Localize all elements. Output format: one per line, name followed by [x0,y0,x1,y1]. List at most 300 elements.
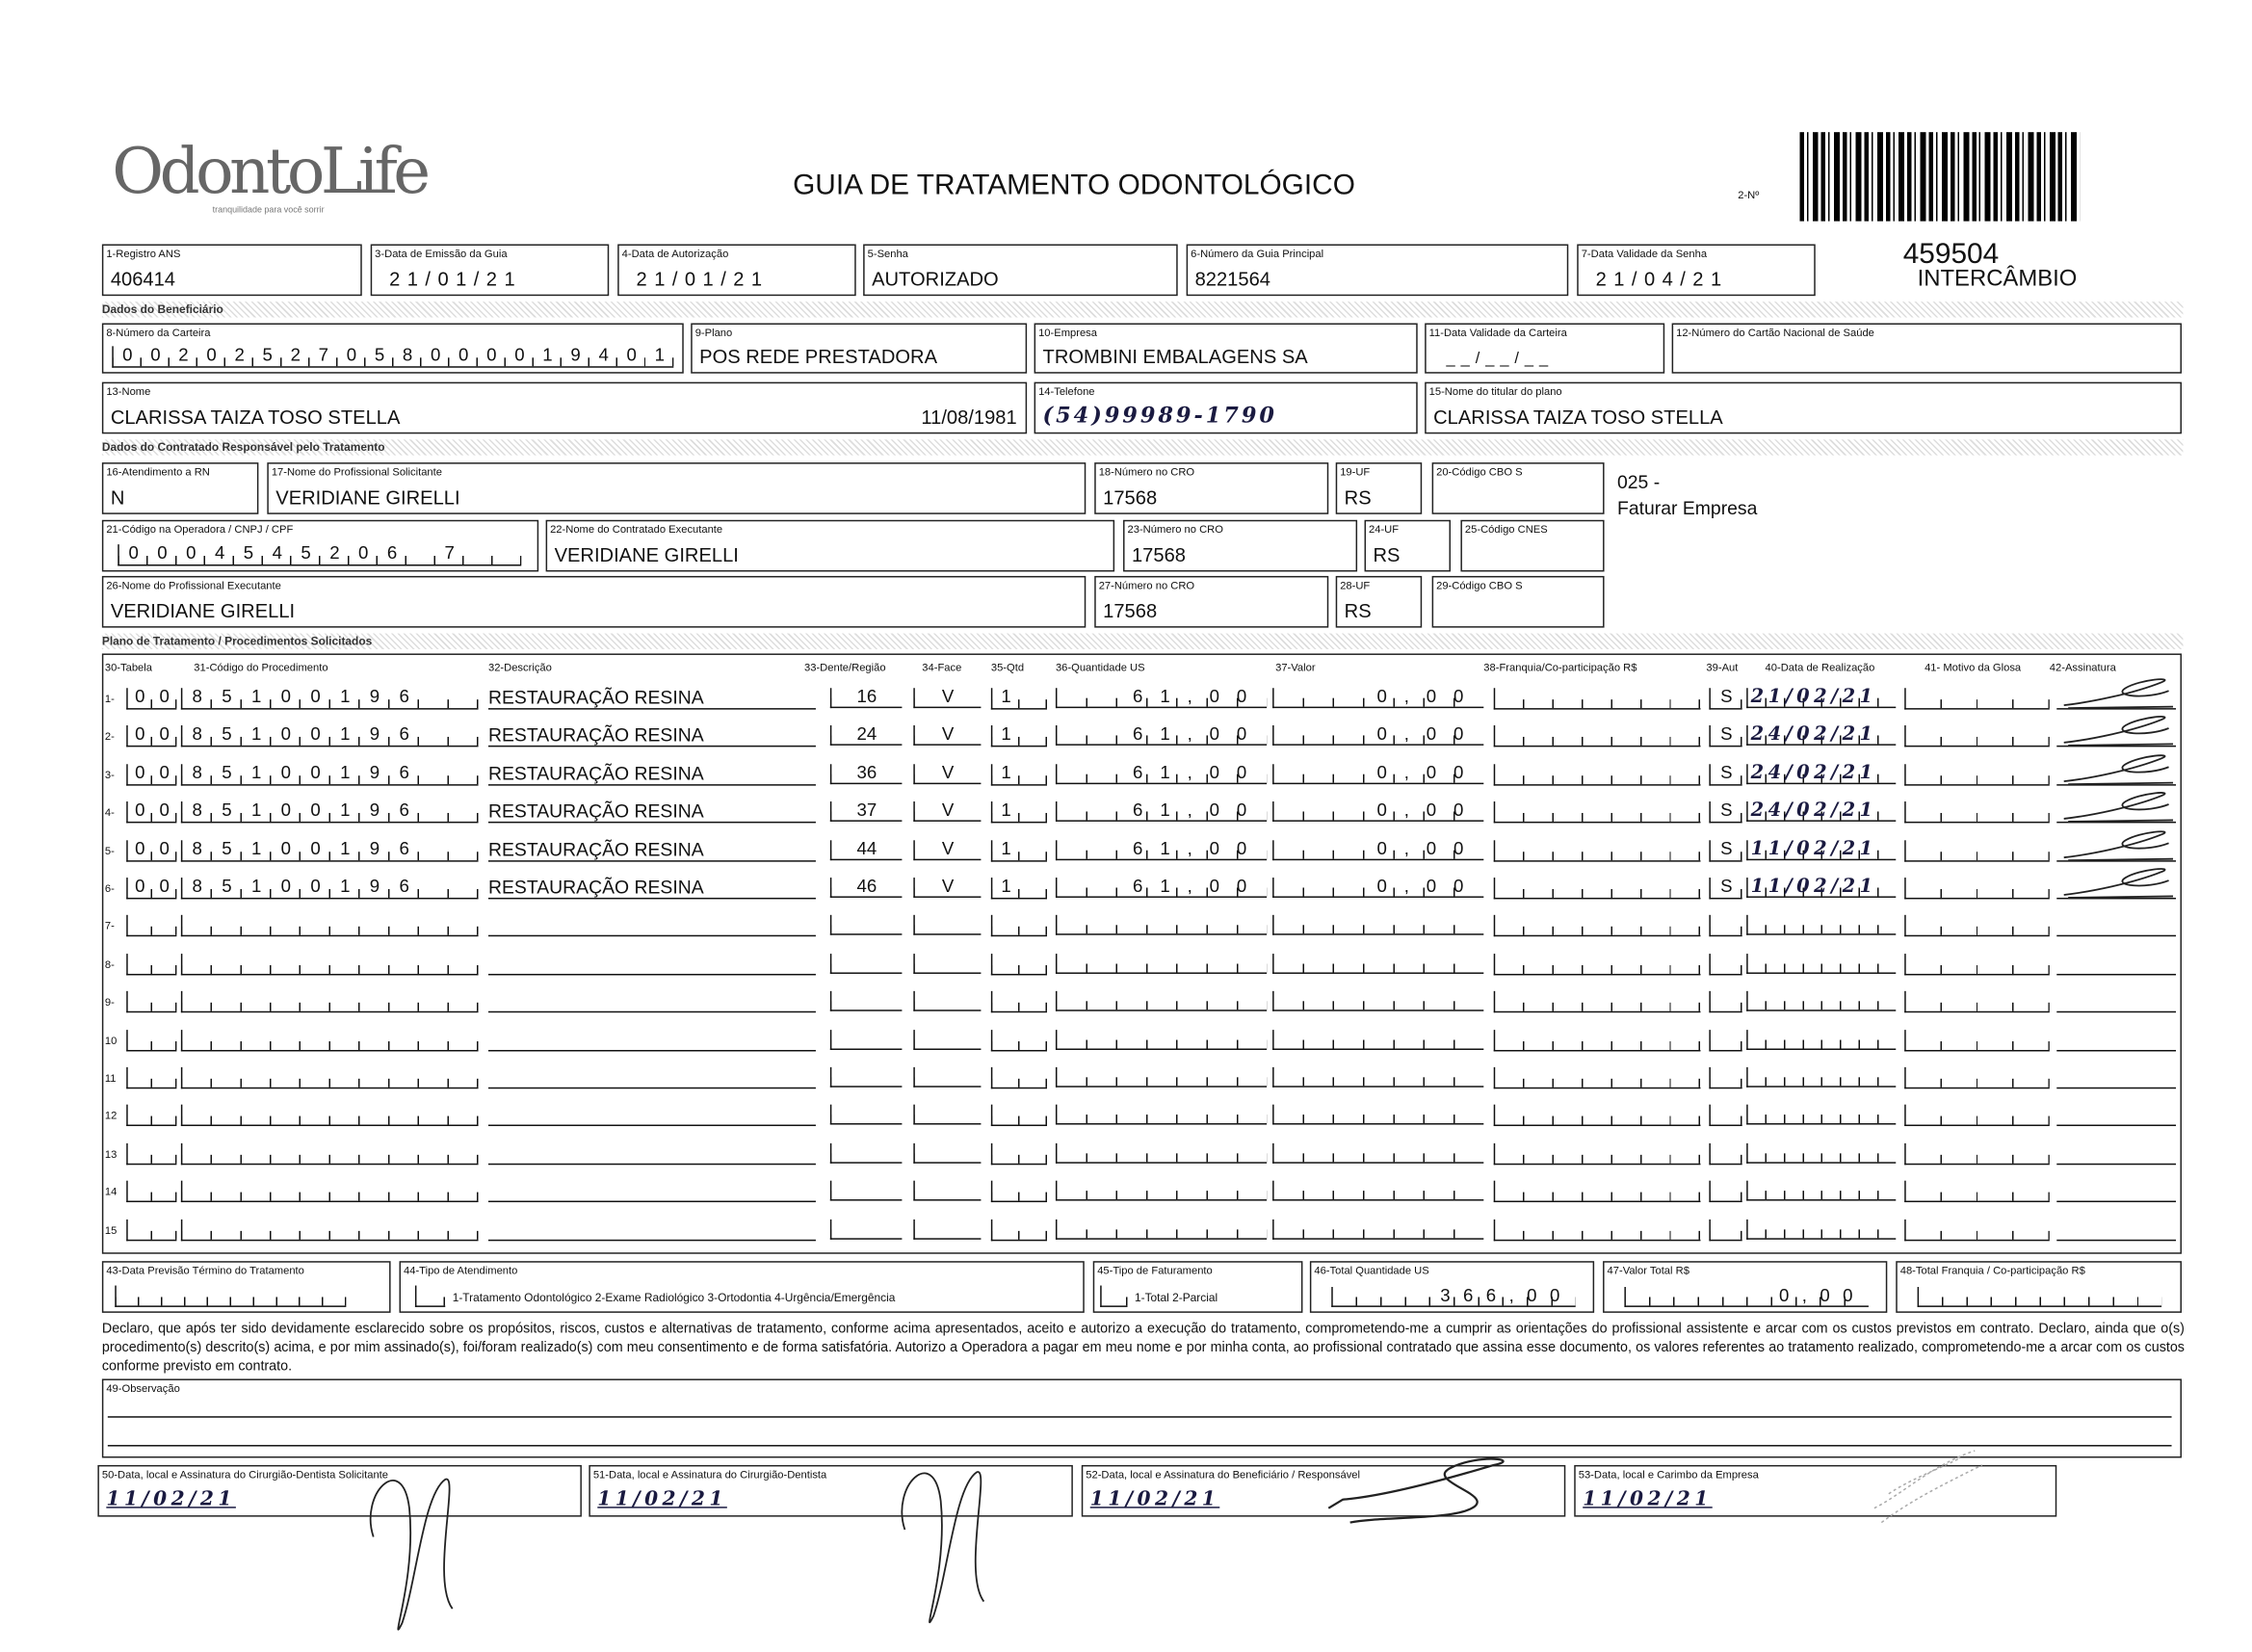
field-assinatura-beneficiario[interactable] [1082,1465,1566,1517]
cell-aut[interactable] [1709,1030,1741,1051]
cell-aut[interactable] [1709,991,1741,1012]
cell-assinatura[interactable] [2056,878,2176,899]
cell-motivo-glosa[interactable] [1904,1181,2050,1202]
field-registro-ans[interactable] [102,244,362,296]
cell-franquia[interactable] [1494,801,1701,823]
guide-type: INTERCÂMBIO [1917,267,2078,292]
cell-face[interactable]: V [913,840,981,860]
field-label: 50-Data, local e Assinatura do Cirurgião-Dentista Solicitante [101,1467,389,1482]
cell-tabela[interactable] [126,1105,176,1126]
cell-char: 0 [280,686,292,707]
cell-tabela[interactable] [126,1219,176,1240]
cell-quantidade-us[interactable] [1056,991,1267,1011]
cell-face[interactable] [913,1067,981,1088]
cell-char: 1 [1001,800,1011,821]
cell-aut[interactable] [1709,878,1741,899]
cell-valor[interactable] [1272,991,1483,1011]
cell-qtd[interactable] [991,764,1047,785]
cell-assinatura[interactable] [2056,840,2176,861]
field-label: 45-Tipo de Faturamento [1097,1264,1213,1277]
cell-quantidade-us[interactable] [1056,1067,1267,1088]
cell-face[interactable] [913,1143,981,1164]
cell-aut[interactable] [1709,954,1741,975]
cell-descricao[interactable] [488,1219,816,1240]
field-cartao-nacional-saude[interactable] [1672,323,2182,373]
cell-qtd[interactable] [991,991,1047,1012]
cell-char: 0 [159,724,170,745]
cell-codigo-procedimento[interactable] [181,1219,479,1240]
cell-char: 0 [159,800,170,821]
row-number: 13 [104,1147,118,1161]
cell-franquia[interactable] [1494,878,1701,899]
cell-dente-regiao[interactable] [830,1219,903,1239]
field-validade-senha[interactable] [1577,244,1816,296]
cell-assinatura[interactable] [2056,1143,2176,1165]
cell-franquia[interactable] [1494,726,1701,747]
cell-data-realizacao[interactable]: 24/02/21 [1746,801,1896,822]
cell-valor[interactable] [1272,1067,1483,1088]
cell-quantidade-us[interactable] [1056,915,1267,935]
row-number: 4- [104,805,115,820]
field-cro-27[interactable] [1094,576,1328,628]
cell-quantidade-us[interactable]: 61,00 [1056,840,1267,860]
cell-char: 1 [250,762,262,783]
cell-face[interactable] [913,954,981,974]
field-assinatura-solicitante[interactable] [97,1465,582,1517]
cell-quantidade-us[interactable] [1056,1219,1267,1239]
cell-data-realizacao[interactable] [1746,1067,1896,1088]
cell-quantidade-us[interactable]: 61,00 [1056,764,1267,784]
cell-codigo-procedimento[interactable] [181,801,479,823]
cell-data-realizacao[interactable] [1746,1219,1896,1239]
field-label: 13-Nome [106,384,151,399]
cell-motivo-glosa[interactable] [1904,688,2050,709]
field-label: 49-Observação [106,1381,180,1395]
cell-franquia[interactable] [1494,840,1701,861]
field-titular-plano[interactable] [1425,382,2182,434]
cell-face[interactable] [913,991,981,1011]
cell-char: 5 [301,542,311,564]
column-header: 39-Aut [1706,660,1739,674]
cell-face[interactable]: V [913,764,981,784]
cell-franquia[interactable] [1494,915,1701,936]
field-label: 8-Número da Carteira [106,326,211,339]
cell-tabela[interactable] [126,1181,176,1202]
cell-motivo-glosa[interactable] [1904,954,2050,975]
cell-motivo-glosa[interactable] [1904,878,2050,899]
cell-descricao[interactable] [488,954,816,975]
cell-char: 0 [135,838,145,859]
field-senha[interactable] [863,244,1178,296]
cell-qtd[interactable] [991,1219,1047,1240]
side-note-billing: Faturar Empresa [1616,496,1758,519]
cell-motivo-glosa[interactable] [1904,1105,2050,1126]
cell-tabela[interactable] [126,1030,176,1051]
field-guia-principal[interactable] [1187,244,1569,296]
field-cbo-29[interactable] [1432,576,1605,628]
cell-descricao[interactable] [488,991,816,1012]
cell-descricao[interactable]: RESTAURAÇÃO RESINA [488,764,816,785]
cell-face[interactable]: V [913,878,981,898]
field-uf-28[interactable] [1336,576,1422,628]
cell-descricao[interactable]: RESTAURAÇÃO RESINA [488,801,816,823]
cell-quantidade-us[interactable] [1056,1030,1267,1050]
side-note-code: 025 - [1616,471,1661,493]
cell-face[interactable]: V [913,688,981,708]
cell-data-realizacao[interactable]: 11/02/21 [1746,878,1896,898]
field-profissional-solicitante[interactable] [267,462,1086,514]
cell-valor[interactable] [1272,1105,1483,1125]
cell-descricao[interactable]: RESTAURAÇÃO RESINA [488,726,816,747]
cell-dente-regiao[interactable]: 16 [830,688,903,708]
cell-descricao[interactable] [488,1105,816,1126]
cell-franquia[interactable] [1494,1030,1701,1051]
cell-dente-regiao[interactable] [830,1067,903,1088]
cell-qtd[interactable] [991,878,1047,899]
field-label: 18-Número no CRO [1098,465,1195,479]
cell-assinatura[interactable] [2056,801,2176,823]
cell-qtd[interactable] [991,840,1047,861]
cell-char: 2 [234,344,245,365]
cell-motivo-glosa[interactable] [1904,1143,2050,1165]
cell-dente-regiao[interactable]: 46 [830,878,903,898]
cell-aut[interactable] [1709,1181,1741,1202]
cell-face[interactable] [913,915,981,935]
cell-aut[interactable] [1709,1067,1741,1088]
cell-assinatura[interactable] [2056,915,2176,936]
cell-char: 0 [310,800,321,821]
cell-franquia[interactable] [1494,1219,1701,1240]
cell-char: 0 [514,344,525,365]
cell-data-realizacao[interactable]: 11/02/21 [1746,840,1896,860]
cell-qtd[interactable] [991,1030,1047,1051]
column-header: 38-Franquia/Co-participação R$ [1483,660,1637,674]
column-header: 31-Código do Procedimento [194,660,328,674]
cell-descricao[interactable] [488,1067,816,1088]
cell-char: 0 [280,762,292,783]
cell-codigo-procedimento[interactable] [181,840,479,861]
cell-char: 6 [399,762,409,783]
cell-data-realizacao[interactable] [1746,1143,1896,1164]
cell-char: 1 [340,800,351,821]
cell-motivo-glosa[interactable] [1904,1067,2050,1088]
cell-qtd[interactable] [991,1105,1047,1126]
cell-dente-regiao[interactable]: 37 [830,801,903,822]
field-value: RS [1344,486,1372,509]
cell-valor[interactable]: 0,00 [1272,688,1483,708]
field-label: 21-Código na Operadora / CNPJ / CPF [106,522,294,537]
cell-char: 0 [310,876,321,897]
field-label: 47-Valor Total R$ [1607,1264,1689,1277]
cell-char: 9 [369,800,380,821]
cell-valor[interactable] [1272,1181,1483,1201]
cell-dente-regiao[interactable] [830,1181,903,1201]
cell-codigo-procedimento[interactable] [181,991,479,1012]
cell-qtd[interactable] [991,726,1047,747]
cell-face[interactable]: V [913,801,981,822]
cell-dente-regiao[interactable] [830,954,903,974]
field-previsao-termino[interactable] [102,1261,391,1313]
cell-codigo-procedimento[interactable] [181,764,479,785]
field-data-autorizacao[interactable] [617,244,856,296]
cell-data-realizacao[interactable] [1746,915,1896,935]
cell-char: 0 [159,838,170,859]
cell-assinatura[interactable] [2056,1030,2176,1051]
cell-descricao[interactable] [488,1143,816,1165]
cell-char: 0 [135,762,145,783]
cell-motivo-glosa[interactable] [1904,840,2050,861]
cell-tabela[interactable] [126,801,176,823]
cell-codigo-procedimento[interactable] [181,878,479,899]
field-codigo-operadora[interactable] [102,520,538,572]
cell-char: 0 [430,344,441,365]
cell-dente-regiao[interactable] [830,1030,903,1050]
cell-char: 0 [280,800,292,821]
field-numero-carteira[interactable] [102,323,684,373]
cell-quantidade-us[interactable]: 61,00 [1056,688,1267,708]
cell-codigo-procedimento[interactable] [181,954,479,975]
cell-valor[interactable]: 0,00 [1272,764,1483,784]
field-total-quantidade-us[interactable] [1310,1261,1594,1313]
date-cells [115,1286,346,1307]
cell-dente-regiao[interactable] [830,991,903,1011]
cell-descricao[interactable]: RESTAURAÇÃO RESINA [488,878,816,899]
cell-valor[interactable]: 0,00 [1272,840,1483,860]
cell-quantidade-us[interactable] [1056,1105,1267,1125]
field-cro-23[interactable] [1123,520,1357,572]
field-uf-24[interactable] [1365,520,1451,572]
cell-char: 4 [272,542,282,564]
cell-descricao[interactable] [488,915,816,936]
field-value: 21/01/21 [389,268,523,291]
cell-valor[interactable] [1272,1219,1483,1239]
cell-data-realizacao[interactable] [1746,1181,1896,1201]
field-label: 53-Data, local e Carimbo da Empresa [1578,1467,1759,1482]
field-assinatura-dentista[interactable] [589,1465,1073,1517]
cell-tabela[interactable] [126,726,176,747]
cell-qtd[interactable] [991,954,1047,975]
cell-char: 8 [402,344,413,365]
cell-char: S [1720,762,1733,783]
cell-descricao[interactable] [488,1030,816,1051]
cell-face[interactable]: V [913,726,981,747]
cell-char: S [1720,800,1733,821]
cell-assinatura[interactable] [2056,1181,2176,1202]
cell-tabela[interactable] [126,878,176,899]
cell-valor[interactable]: 0,00 [1272,726,1483,747]
cell-motivo-glosa[interactable] [1904,801,2050,823]
cell-aut[interactable] [1709,801,1741,823]
field-value: CLARISSA TAIZA TOSO STELLA [110,406,401,429]
cell-motivo-glosa[interactable] [1904,915,2050,936]
cell-char: 1 [340,876,351,897]
cell-tabela[interactable] [126,840,176,861]
cell-franquia[interactable] [1494,991,1701,1012]
cell-char: 0 [626,344,637,365]
field-plano[interactable] [691,323,1027,373]
cell-qtd[interactable] [991,1067,1047,1088]
field-observacao[interactable] [102,1378,2182,1457]
cell-assinatura[interactable] [2056,991,2176,1012]
cell-codigo-procedimento[interactable] [181,1030,479,1051]
cell-aut[interactable] [1709,1219,1741,1240]
cell-char: 2 [329,542,340,564]
field-uf-19[interactable] [1336,462,1422,514]
cell-motivo-glosa[interactable] [1904,726,2050,747]
cell-franquia[interactable] [1494,954,1701,975]
field-cbo-20[interactable] [1432,462,1605,514]
odontolife-logo [112,135,427,216]
cell-motivo-glosa[interactable] [1904,1219,2050,1240]
field-label: 9-Plano [694,326,733,339]
cell-quantidade-us[interactable]: 61,00 [1056,878,1267,898]
cell-codigo-procedimento[interactable] [181,1067,479,1088]
cell-tabela[interactable] [126,764,176,785]
cell-assinatura[interactable] [2056,1105,2176,1126]
cell-aut[interactable] [1709,1143,1741,1165]
cell-data-realizacao[interactable] [1746,1105,1896,1125]
cell-assinatura[interactable] [2056,1219,2176,1240]
cell-qtd[interactable] [991,688,1047,709]
cell-aut[interactable] [1709,764,1741,785]
cell-motivo-glosa[interactable] [1904,1030,2050,1051]
field-empresa[interactable] [1034,323,1418,373]
cell-quantidade-us[interactable] [1056,1143,1267,1164]
cell-descricao[interactable]: RESTAURAÇÃO RESINA [488,840,816,861]
field-options: 1-Tratamento Odontológico 2-Exame Radiológico 3-Ortodontia 4-Urgência/Emergência [452,1291,896,1304]
cell-dente-regiao[interactable] [830,1143,903,1164]
cell-char: 5 [262,344,273,365]
cell-quantidade-us[interactable]: 61,00 [1056,801,1267,822]
cell-valor[interactable]: 0,00 [1272,878,1483,898]
cell-valor[interactable] [1272,915,1483,935]
field-label: 26-Nome do Profissional Executante [106,578,281,592]
cell-char: 2 [178,344,189,365]
cell-valor[interactable]: 0,00 [1272,801,1483,822]
cell-data-realizacao[interactable]: 21/02/21 [1746,688,1896,708]
cell-codigo-procedimento[interactable] [181,688,479,709]
cell-tabela[interactable] [126,1143,176,1165]
cell-dente-regiao[interactable] [830,915,903,935]
cell-assinatura[interactable] [2056,1067,2176,1088]
cell-codigo-procedimento[interactable] [181,1105,479,1126]
cell-char: 6 [386,542,398,564]
cell-franquia[interactable] [1494,764,1701,785]
cell-motivo-glosa[interactable] [1904,991,2050,1012]
cell-assinatura[interactable] [2056,764,2176,785]
cell-aut[interactable] [1709,1105,1741,1126]
cell-char: 6 [399,838,409,859]
cell-aut[interactable] [1709,688,1741,709]
cell-quantidade-us[interactable] [1056,954,1267,974]
cell-franquia[interactable] [1494,1181,1701,1202]
field-value: 17568 [1103,486,1158,509]
cell-tabela[interactable] [126,688,176,709]
field-atendimento-rn[interactable] [102,462,259,514]
cell-dente-regiao[interactable]: 24 [830,726,903,747]
cell-franquia[interactable] [1494,1067,1701,1088]
cell-assinatura[interactable] [2056,726,2176,747]
cell-tabela[interactable] [126,991,176,1012]
cell-dente-regiao[interactable]: 36 [830,764,903,784]
cell-char: 9 [369,876,380,897]
cell-qtd[interactable] [991,1143,1047,1165]
cell-tabela[interactable] [126,915,176,936]
cell-qtd[interactable] [991,1181,1047,1202]
cell-aut[interactable] [1709,840,1741,861]
cell-aut[interactable] [1709,915,1741,936]
field-data-emissao[interactable] [371,244,610,296]
field-carimbo-empresa[interactable] [1574,1465,2056,1517]
field-cnes-25[interactable] [1460,520,1604,572]
cell-data-realizacao[interactable] [1746,954,1896,974]
cell-franquia[interactable] [1494,1105,1701,1126]
cell-data-realizacao[interactable] [1746,991,1896,1011]
cell-data-realizacao[interactable]: 24/02/21 [1746,764,1896,784]
cell-franquia[interactable] [1494,1143,1701,1165]
cell-aut[interactable] [1709,726,1741,747]
cell-face[interactable] [913,1219,981,1239]
cell-face[interactable] [913,1105,981,1125]
cell-dente-regiao[interactable] [830,1105,903,1125]
cell-franquia[interactable] [1494,688,1701,709]
field-telefone[interactable] [1034,382,1418,434]
cell-data-realizacao[interactable]: 24/02/21 [1746,726,1896,747]
cell-valor[interactable] [1272,1030,1483,1050]
field-label: 15-Nome do titular do plano [1428,384,1562,399]
cell-descricao[interactable] [488,1181,816,1202]
cell-qtd[interactable] [991,801,1047,823]
cell-descricao[interactable]: RESTAURAÇÃO RESINA [488,688,816,709]
cell-valor[interactable] [1272,954,1483,974]
cell-qtd[interactable] [991,915,1047,936]
field-tipo-faturamento[interactable] [1093,1261,1303,1313]
field-validade-carteira[interactable] [1425,323,1664,373]
cell-assinatura[interactable] [2056,688,2176,709]
cell-tabela[interactable] [126,1067,176,1088]
cell-quantidade-us[interactable] [1056,1181,1267,1201]
field-contratado-executante[interactable] [546,520,1114,572]
field-tipo-atendimento[interactable] [400,1261,1085,1313]
cell-codigo-procedimento[interactable] [181,726,479,747]
field-total-franquia[interactable] [1896,1261,2182,1313]
cell-tabela[interactable] [126,954,176,975]
cell-data-realizacao[interactable] [1746,1030,1896,1050]
field-label: 12-Número do Cartão Nacional de Saúde [1676,326,1874,339]
cell-valor[interactable] [1272,1143,1483,1164]
row-number: 10 [104,1033,118,1047]
cell-char: 0 [280,724,292,745]
cell-char: 0 [458,344,469,365]
cell-quantidade-us[interactable]: 61,00 [1056,726,1267,747]
cell-codigo-procedimento[interactable] [181,915,479,936]
cell-face[interactable] [913,1030,981,1050]
cell-assinatura[interactable] [2056,954,2176,975]
cell-char: 1 [1001,838,1011,859]
cell-char: 7 [318,344,329,365]
cell-codigo-procedimento[interactable] [181,1143,479,1165]
cell-dente-regiao[interactable]: 44 [830,840,903,860]
cell-motivo-glosa[interactable] [1904,764,2050,785]
column-header: 32-Descrição [487,660,552,674]
cell-face[interactable] [913,1181,981,1201]
field-nome[interactable] [102,382,1027,434]
field-profissional-executante[interactable] [102,576,1086,628]
cell-codigo-procedimento[interactable] [181,1181,479,1202]
field-valor-total[interactable] [1603,1261,1887,1313]
field-cro-18[interactable] [1094,462,1328,514]
cell-char: 0 [280,838,292,859]
